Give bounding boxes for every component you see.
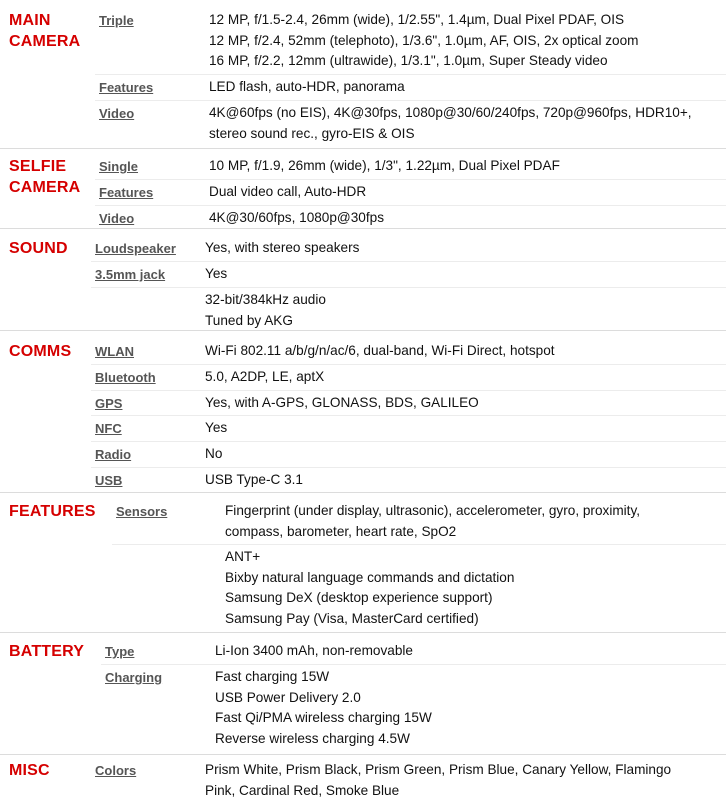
spec-value: Yes, with stereo speakers	[205, 240, 360, 255]
row-divider	[91, 441, 726, 442]
spec-value: No	[205, 446, 223, 461]
spec-value: 4K@60fps (no EIS), 4K@30fps, 1080p@30/60/240fps, 720p@960fps, HDR10+, stereo sound rec., gyro-EIS & OIS	[209, 105, 692, 141]
spec-value: 10 MP, f/1.9, 26mm (wide), 1/3", 1.22µm, Dual Pixel PDAF	[209, 158, 560, 173]
spec-label-video[interactable]: Video	[99, 106, 135, 121]
spec-label-3-5mm-jack[interactable]: 3.5mm jack	[95, 267, 166, 282]
section-misc	[0, 754, 726, 810]
section-title: MISC	[9, 762, 50, 779]
spec-label-type[interactable]: Type	[105, 644, 135, 659]
row-divider	[101, 664, 726, 665]
spec-value: Wi-Fi 802.11 a/b/g/n/ac/6, dual-band, Wi-Fi Direct, hotspot	[205, 343, 555, 358]
spec-value: Fingerprint (under display, ultrasonic), accelerometer, gyro, proximity, compass, barometer, heart rate, SpO2	[225, 503, 641, 539]
spec-label-colors[interactable]: Colors	[95, 763, 137, 778]
spec-label-nfc[interactable]: NFC	[95, 421, 122, 436]
spec-value: Yes	[205, 266, 228, 281]
spec-value: USB Type-C 3.1	[205, 472, 303, 487]
row-divider	[91, 415, 726, 416]
spec-value: ANT+ Bixby natural language commands and dictation Samsung DeX (desktop experience support) Samsung Pay (Visa, MasterCard certified)	[225, 549, 515, 626]
spec-label-features[interactable]: Features	[99, 80, 154, 95]
spec-value: 4K@30/60fps, 1080p@30fps	[209, 210, 384, 225]
spec-label-usb[interactable]: USB	[95, 473, 123, 488]
row-divider	[91, 261, 726, 262]
spec-value: LED flash, auto-HDR, panorama	[209, 79, 405, 94]
row-divider	[91, 390, 726, 391]
section-title: MAIN CAMERA	[9, 12, 81, 50]
spec-label-wlan[interactable]: WLAN	[95, 344, 134, 359]
spec-value: 12 MP, f/1.5-2.4, 26mm (wide), 1/2.55", 1.4µm, Dual Pixel PDAF, OIS 12 MP, f/2.4, 52mm (telephoto), 1/3.6", 1.0µm, AF, OIS, 2x optical zoom 16 MP, f/2.2, 12mm (ultrawide), 1/3.1", 1.0µm, Super Steady video	[209, 12, 639, 69]
row-divider	[95, 179, 726, 180]
spec-label-single[interactable]: Single	[99, 159, 139, 174]
spec-value: 5.0, A2DP, LE, aptX	[205, 369, 325, 384]
spec-value: Yes	[205, 420, 228, 435]
spec-label-triple[interactable]: Triple	[99, 13, 134, 28]
spec-value: Fast charging 15W USB Power Delivery 2.0 Fast Qi/PMA wireless charging 15W Reverse wireless charging 4.5W	[215, 669, 432, 746]
row-divider	[95, 100, 726, 101]
spec-label-video[interactable]: Video	[99, 211, 135, 226]
spec-label-bluetooth[interactable]: Bluetooth	[95, 370, 156, 385]
spec-value: Yes, with A-GPS, GLONASS, BDS, GALILEO	[205, 395, 479, 410]
spec-value: Prism White, Prism Black, Prism Green, Prism Blue, Canary Yellow, Flamingo Pink, Cardinal Red, Smoke Blue	[205, 762, 672, 798]
section-battery	[0, 632, 726, 754]
spec-value: Li-Ion 3400 mAh, non-removable	[215, 643, 413, 658]
row-divider	[112, 544, 726, 545]
section-title: SELFIE CAMERA	[9, 158, 81, 196]
row-divider	[95, 205, 726, 206]
spec-value: Dual video call, Auto-HDR	[209, 184, 367, 199]
section-title: FEATURES	[9, 503, 96, 520]
row-divider	[95, 74, 726, 75]
section-sound	[0, 228, 726, 330]
spec-label-features[interactable]: Features	[99, 185, 154, 200]
section-selfie-camera	[0, 148, 726, 228]
row-divider	[91, 287, 726, 288]
spec-label-radio[interactable]: Radio	[95, 447, 132, 462]
section-comms	[0, 330, 726, 492]
spec-label-charging[interactable]: Charging	[105, 670, 163, 685]
spec-value: 32-bit/384kHz audio Tuned by AKG	[205, 292, 326, 328]
spec-label-loudspeaker[interactable]: Loudspeaker	[95, 241, 176, 256]
section-title: BATTERY	[9, 643, 85, 660]
section-features	[0, 492, 726, 632]
row-divider	[91, 364, 726, 365]
section-title: SOUND	[9, 240, 68, 257]
section-main-camera	[0, 0, 726, 148]
spec-label-sensors[interactable]: Sensors	[116, 504, 168, 519]
row-divider	[91, 467, 726, 468]
section-title: COMMS	[9, 343, 72, 360]
spec-label-gps[interactable]: GPS	[95, 396, 123, 411]
